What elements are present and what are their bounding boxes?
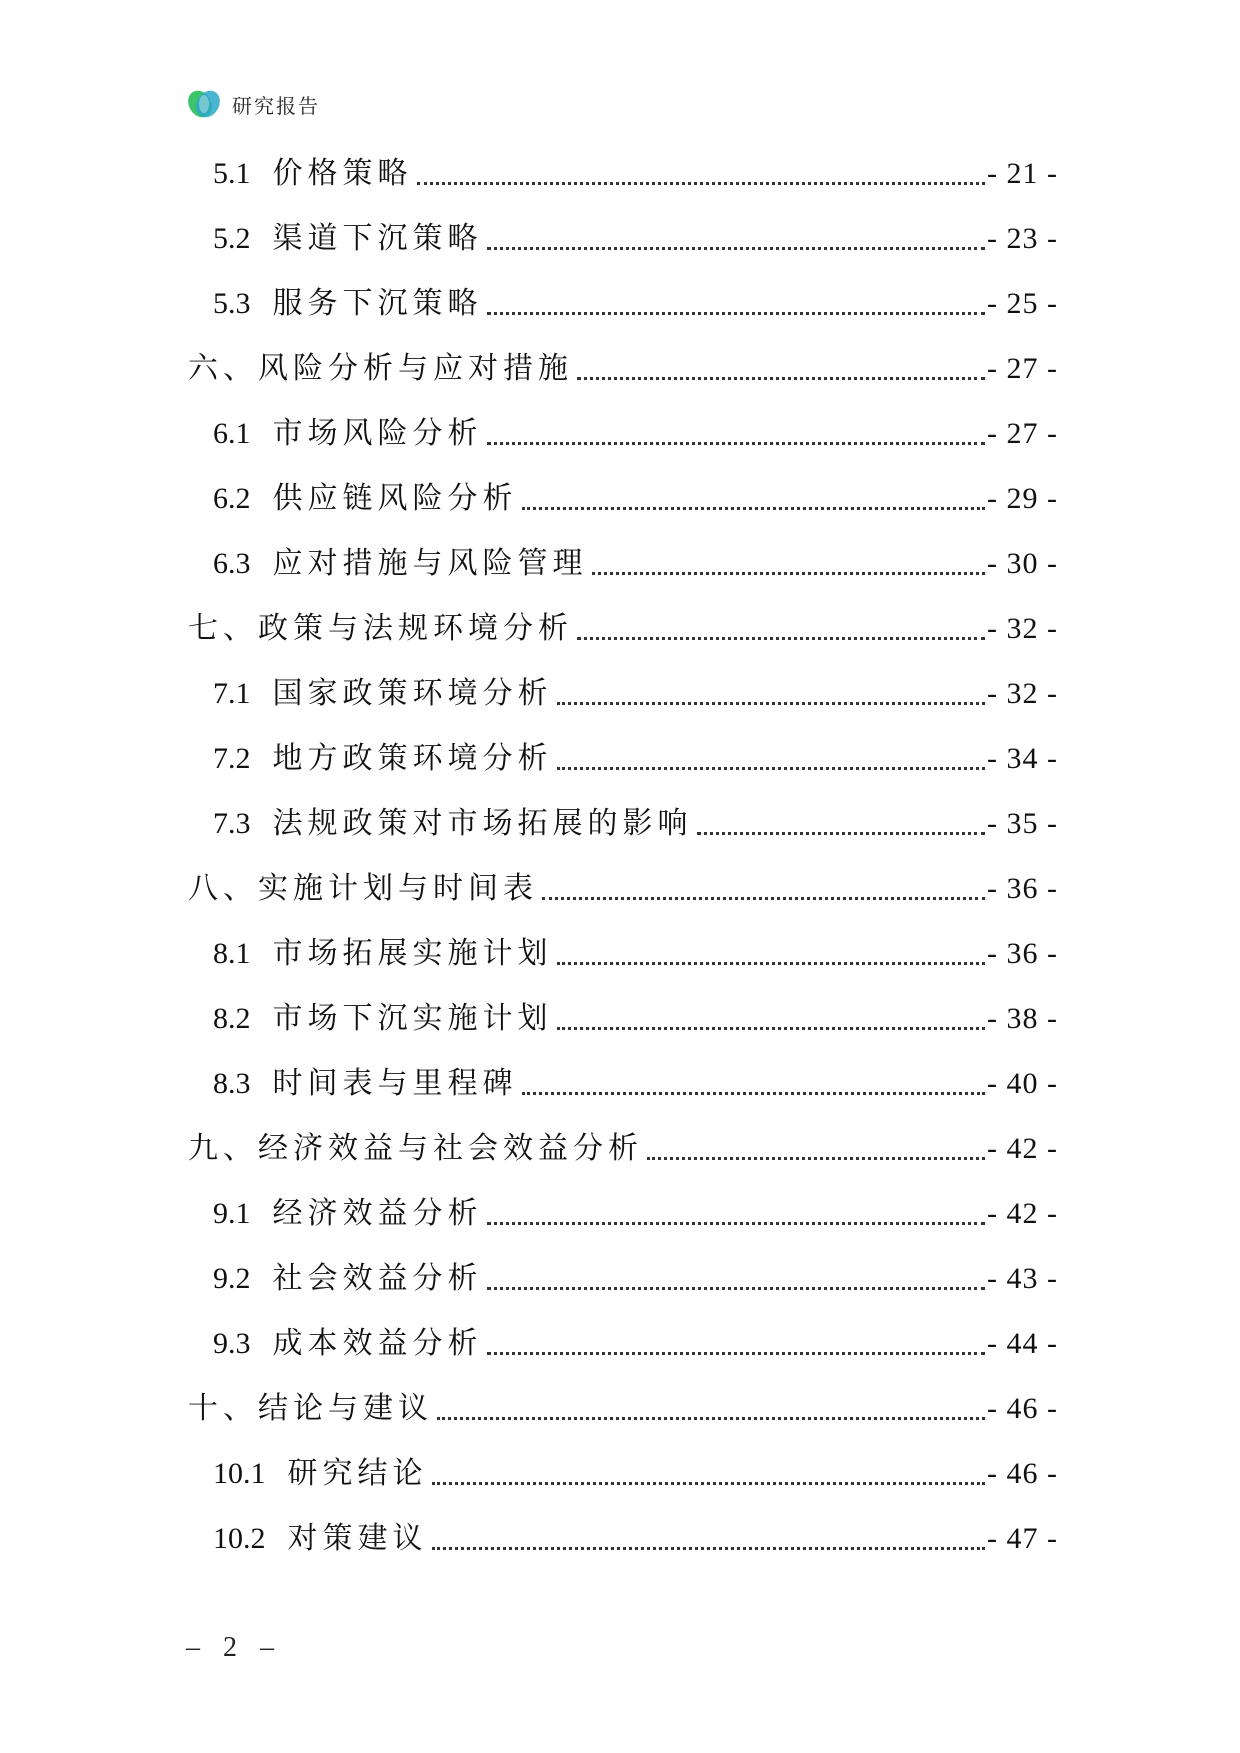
- toc-entry[interactable]: [213, 739, 1058, 779]
- dot-leader: [487, 1287, 986, 1290]
- dot-leader: [437, 1417, 985, 1420]
- toc-entry-label: 研究结论: [287, 1456, 428, 1491]
- dot-leader: [557, 767, 986, 770]
- toc-entry[interactable]: [213, 1454, 1058, 1494]
- dot-leader: [417, 182, 986, 185]
- toc-entry-page: - 23 -: [987, 222, 1058, 255]
- toc-entry-page: - 40 -: [987, 1067, 1058, 1100]
- toc-entry-page: - 46 -: [987, 1457, 1058, 1490]
- toc-entry-page: - 27 -: [987, 417, 1058, 450]
- toc-entry-page: - 25 -: [987, 287, 1058, 320]
- toc-entry-number: 8.2: [213, 1002, 251, 1035]
- toc-entry-label: 市场下沉实施计划: [272, 1001, 553, 1036]
- toc-entry-label: 市场拓展实施计划: [272, 936, 553, 971]
- toc-entry[interactable]: [213, 1519, 1058, 1559]
- toc-entry-number: 6.1: [213, 417, 251, 450]
- toc-entry-page: - 36 -: [987, 872, 1058, 905]
- toc-entry-title: [188, 1389, 433, 1429]
- toc-entry-number: 7.3: [213, 807, 251, 840]
- toc-entry-title: [213, 1064, 518, 1104]
- toc-entry-title: [188, 1129, 643, 1169]
- toc-entry-number: 5.3: [213, 287, 251, 320]
- toc-entry-number: 7.1: [213, 677, 251, 710]
- toc-entry-page: - 32 -: [987, 612, 1058, 645]
- toc-entry[interactable]: [213, 1259, 1058, 1299]
- toc-entry-label: 社会效益分析: [272, 1261, 483, 1296]
- toc-entry[interactable]: [188, 609, 1058, 649]
- toc-entry-page: - 32 -: [987, 677, 1058, 710]
- toc-entry-page: - 21 -: [987, 157, 1058, 190]
- toc-entry-label: 地方政策环境分析: [272, 741, 553, 776]
- toc-entry-label: 市场风险分析: [272, 416, 483, 451]
- toc-entry[interactable]: [213, 284, 1058, 324]
- toc-entry-label: 应对措施与风险管理: [272, 546, 588, 581]
- toc-entry[interactable]: [213, 479, 1058, 519]
- toc-entry-label: 七、政策与法规环境分析: [188, 611, 573, 646]
- toc-entry-title: [213, 1454, 428, 1494]
- toc-entry-page: - 46 -: [987, 1392, 1058, 1425]
- toc-entry[interactable]: [188, 869, 1058, 909]
- toc-entry-title: [213, 1519, 428, 1559]
- dot-leader: [557, 962, 986, 965]
- dot-leader: [487, 442, 986, 445]
- toc-entry-number: 8.1: [213, 937, 251, 970]
- toc-entry-label: 成本效益分析: [272, 1326, 483, 1361]
- toc-entry-page: - 44 -: [987, 1327, 1058, 1360]
- toc-entry-title: [213, 1194, 483, 1234]
- toc-entry-number: 9.1: [213, 1197, 251, 1230]
- toc-entry[interactable]: [188, 349, 1058, 389]
- header-title: 研究报告: [232, 93, 320, 118]
- toc-entry[interactable]: [213, 1324, 1058, 1364]
- dot-leader: [577, 637, 985, 640]
- dot-leader: [487, 247, 986, 250]
- toc-entry[interactable]: [213, 219, 1058, 259]
- toc-entry-title: [213, 414, 483, 454]
- toc-entry-title: [213, 154, 413, 194]
- toc-entry-title: [213, 999, 553, 1039]
- toc-entry[interactable]: [213, 154, 1058, 194]
- dot-leader: [557, 1027, 986, 1030]
- toc-entry-title: [213, 739, 553, 779]
- toc-entry-label: 价格策略: [272, 156, 413, 191]
- toc-entry[interactable]: [213, 674, 1058, 714]
- toc-entry[interactable]: [213, 414, 1058, 454]
- toc-entry-title: [213, 934, 553, 974]
- dot-leader: [432, 1547, 986, 1550]
- dot-leader: [487, 1352, 986, 1355]
- toc-entry-title: [188, 869, 538, 909]
- toc-entry-page: - 47 -: [987, 1522, 1058, 1555]
- dot-leader: [487, 1222, 986, 1225]
- toc-entry-page: - 38 -: [987, 1002, 1058, 1035]
- dot-leader: [522, 1092, 986, 1095]
- toc-entry-label: 国家政策环境分析: [272, 676, 553, 711]
- toc-entry-number: 8.3: [213, 1067, 251, 1100]
- toc-entry-title: [188, 609, 573, 649]
- toc-entry[interactable]: [213, 1064, 1058, 1104]
- toc-entry-number: 10.1: [213, 1457, 266, 1490]
- toc-entry-label: 渠道下沉策略: [272, 221, 483, 256]
- toc-entry[interactable]: [213, 934, 1058, 974]
- toc-entry-label: 九、经济效益与社会效益分析: [188, 1131, 643, 1166]
- toc-entry-page: - 42 -: [987, 1197, 1058, 1230]
- toc-entry-number: 5.2: [213, 222, 251, 255]
- dot-leader: [522, 507, 986, 510]
- toc-entry[interactable]: [213, 804, 1058, 844]
- dot-leader: [432, 1482, 986, 1485]
- page-header: [186, 86, 320, 122]
- dot-leader: [542, 897, 985, 900]
- toc-entry-number: 9.3: [213, 1327, 251, 1360]
- toc-entry[interactable]: [188, 1389, 1058, 1429]
- dot-leader: [647, 1157, 985, 1160]
- dot-leader: [557, 702, 986, 705]
- toc-entry-title: [213, 1324, 483, 1364]
- toc-entry[interactable]: [213, 1194, 1058, 1234]
- toc-entry-label: 时间表与里程碑: [272, 1066, 518, 1101]
- toc-entry-number: 6.3: [213, 547, 251, 580]
- toc-entry-page: - 27 -: [987, 352, 1058, 385]
- toc-entry-title: [213, 674, 553, 714]
- toc-entry-label: 八、实施计划与时间表: [188, 871, 538, 906]
- toc-entry-title: [188, 349, 573, 389]
- toc-entry[interactable]: [213, 544, 1058, 584]
- dot-leader: [487, 312, 986, 315]
- toc-entry-page: - 36 -: [987, 937, 1058, 970]
- toc-entry-number: 9.2: [213, 1262, 251, 1295]
- toc-entry-title: [213, 804, 693, 844]
- toc-entry-title: [213, 544, 588, 584]
- toc-entry-number: 6.2: [213, 482, 251, 515]
- toc-entry-number: 5.1: [213, 157, 251, 190]
- toc-entry[interactable]: [213, 999, 1058, 1039]
- toc-entry-number: 10.2: [213, 1522, 266, 1555]
- toc-entry-page: - 30 -: [987, 547, 1058, 580]
- green-blue-leaf-logo-icon: [186, 86, 222, 122]
- toc-entry-label: 服务下沉策略: [272, 286, 483, 321]
- toc-entry[interactable]: [188, 1129, 1058, 1169]
- toc-entry-page: - 35 -: [987, 807, 1058, 840]
- toc-entry-label: 经济效益分析: [272, 1196, 483, 1231]
- toc-entry-page: - 34 -: [987, 742, 1058, 775]
- toc-entry-page: - 42 -: [987, 1132, 1058, 1165]
- toc-entry-label: 法规政策对市场拓展的影响: [272, 806, 693, 841]
- dot-leader: [697, 832, 986, 835]
- toc-entry-page: - 29 -: [987, 482, 1058, 515]
- dot-leader: [592, 572, 986, 575]
- page-number: – 2 –: [186, 1632, 282, 1663]
- toc-entry-label: 供应链风险分析: [272, 481, 518, 516]
- toc-entry-label: 六、风险分析与应对措施: [188, 351, 573, 386]
- toc-entry-number: 7.2: [213, 742, 251, 775]
- toc-entry-title: [213, 1259, 483, 1299]
- dot-leader: [577, 377, 985, 380]
- toc-entry-label: 对策建议: [287, 1521, 428, 1556]
- toc-entry-page: - 43 -: [987, 1262, 1058, 1295]
- toc-entry-title: [213, 284, 483, 324]
- toc-entry-title: [213, 219, 483, 259]
- toc-entry-title: [213, 479, 518, 519]
- toc-entry-label: 十、结论与建议: [188, 1391, 433, 1426]
